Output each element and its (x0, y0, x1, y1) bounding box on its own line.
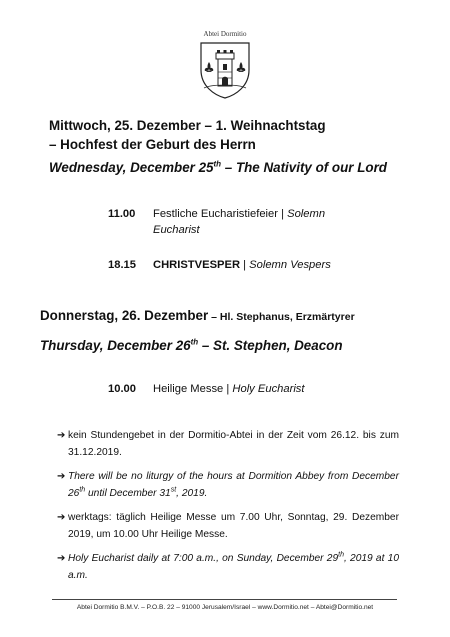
day2-english-pre: Thursday, December 26 (40, 338, 191, 353)
day2-german-title (40, 306, 355, 327)
note-text: werktags: täglich Heilige Messe um 7.00 Uhr, Sonntag, 29. Dezember 2019, um 10.00 Uhr Heilige Messe. (68, 512, 399, 540)
note-text-b: , 2019 at 10 a.m. (68, 553, 399, 581)
day2-german-sub: – Hl. Stephanus, Erzmärtyrer (208, 311, 355, 323)
service-time: 11.00 (108, 208, 136, 220)
note-text-a: Holy Eucharist daily at 7:00 a.m., on Sunday, December 29 (68, 553, 339, 564)
note-item (57, 551, 399, 584)
note-item (57, 428, 399, 461)
note-sup: th (79, 486, 86, 494)
service-separator: | (240, 259, 250, 271)
footer-divider (52, 599, 397, 600)
note-sup: st (170, 486, 177, 494)
abbey-name: Abtei Dormitio (203, 30, 247, 38)
note-text-b: until December 31 (85, 487, 171, 499)
service-description (153, 257, 373, 273)
day1-german-line2: – Hochfest der Geburt des Herrn (49, 137, 256, 152)
footer-contact: Abtei Dormitio B.M.V. – P.O.B. 22 – 91000 Jerusalem/Israel – www.Dormitio.net – Abtei@Dormitio.net (76, 604, 374, 611)
abbey-crest-icon (198, 40, 252, 100)
day1-german-line1: Mittwoch, 25. Dezember – 1. Weihnachtstag (49, 118, 326, 133)
note-text: kein Stundengebet in der Dormitio-Abtei in der Zeit vom 26.12. bis zum 31.12.2019. (68, 430, 399, 458)
notes-list (57, 428, 399, 592)
note-item (57, 469, 399, 502)
day2-german-main: Donnerstag, 26. Dezember (40, 308, 209, 323)
day1-english-pre: Wednesday, December 25 (49, 160, 214, 175)
day1-english-sup: th (213, 159, 222, 169)
service-separator: | (277, 208, 288, 220)
arrow-right-icon: ➔ (57, 512, 66, 523)
day1-english-post: – The Nativity of our Lord (221, 160, 387, 175)
note-item (57, 510, 399, 543)
service-german: Festliche Eucharistiefeier (153, 208, 278, 220)
day2-english-sup: th (190, 337, 199, 347)
arrow-right-icon: ➔ (57, 471, 66, 482)
service-german: CHRISTVESPER (153, 259, 241, 271)
service-description (153, 381, 373, 397)
service-german: Heilige Messe (153, 383, 224, 395)
note-text-a: There will be no liturgy of the hours at Dormition Abbey from December 26 (68, 471, 399, 499)
service-time: 10.00 (108, 383, 136, 395)
note-text-c: , 2019. (176, 487, 208, 499)
service-description (153, 206, 373, 238)
note-sup: th (338, 551, 344, 559)
service-english: Holy Eucharist (232, 383, 305, 395)
service-english: Solemn Vespers (249, 259, 331, 271)
arrow-right-icon: ➔ (57, 553, 66, 564)
service-time: 18.15 (108, 259, 136, 271)
day1-english-title (49, 160, 387, 175)
day2-english-title (40, 338, 343, 353)
arrow-right-icon: ➔ (57, 430, 66, 441)
day1-german-title (49, 116, 326, 154)
service-separator: | (223, 383, 233, 395)
service-english: Solemn Eucharist (153, 208, 326, 236)
day2-english-post: – St. Stephen, Deacon (198, 338, 343, 353)
